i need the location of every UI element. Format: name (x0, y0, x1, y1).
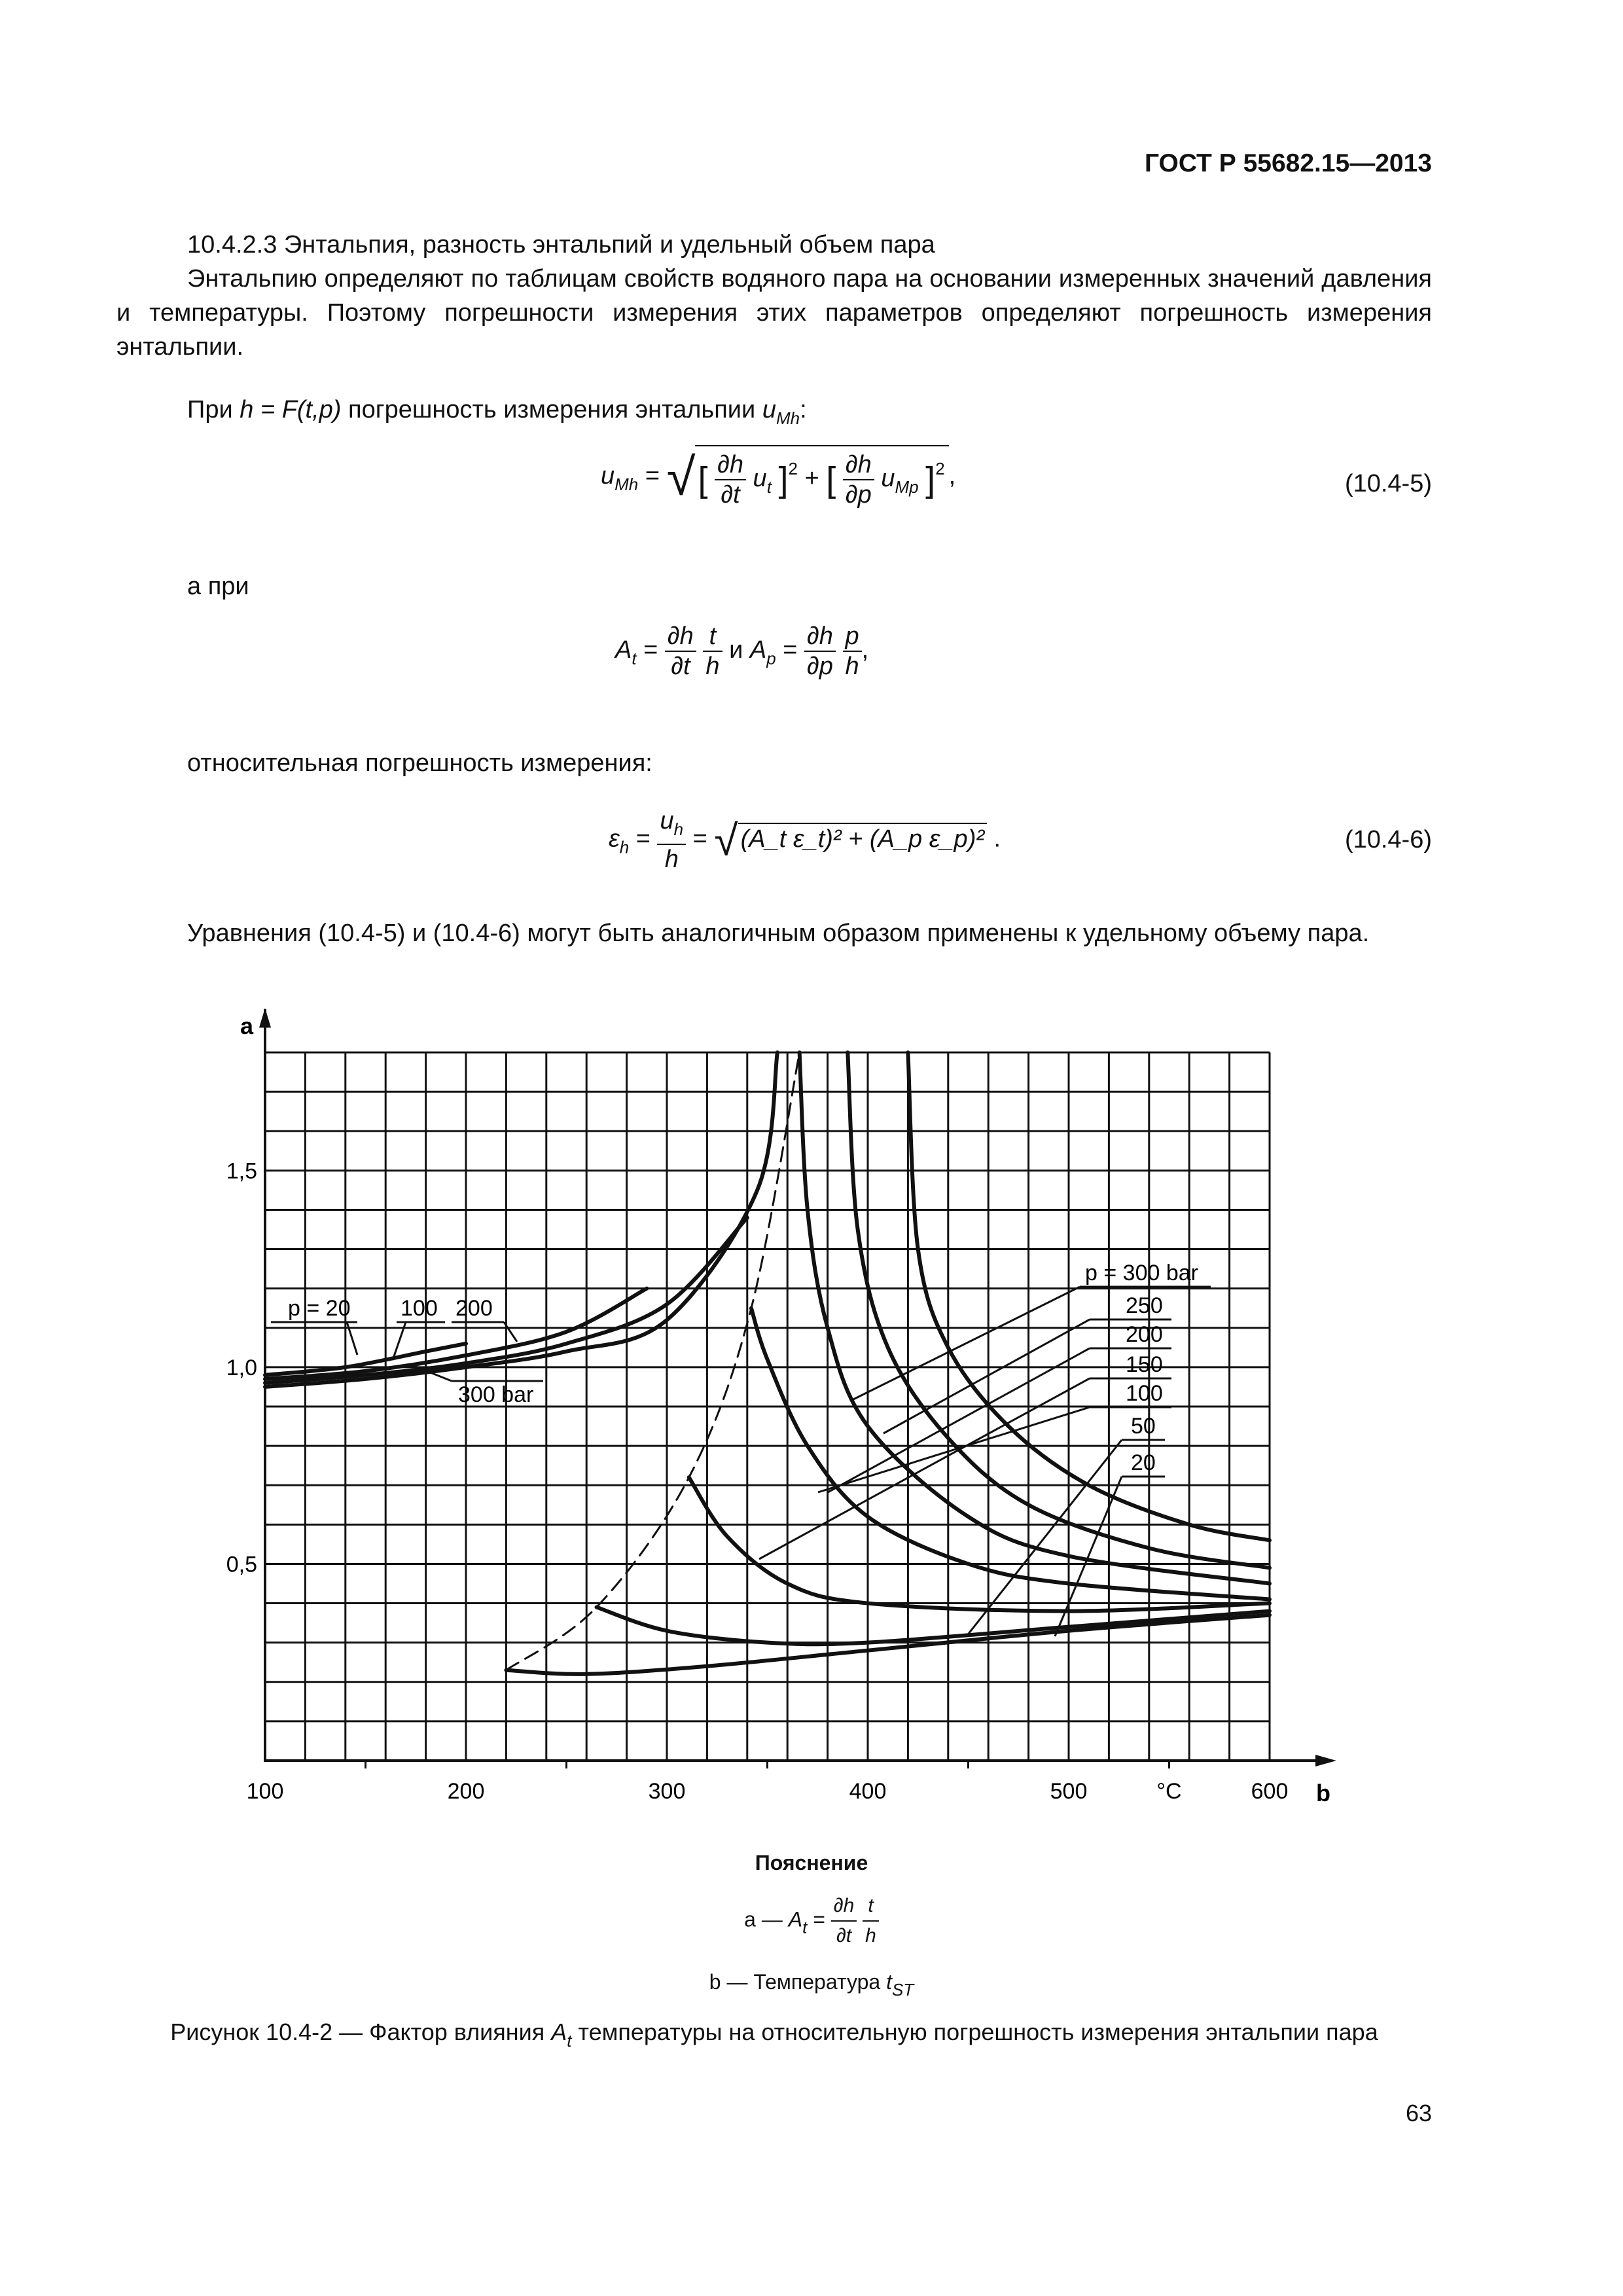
text-prefix: При (187, 396, 233, 423)
symbol-u: u (762, 396, 776, 423)
x-tick-label: 500 (1050, 1779, 1088, 1804)
equation-10-4-6: $\varepsilon_h$ = $\frac{u_h}{h}$ = √ (A_t ε_t)² + (A_p ε_p)² . (609, 807, 1001, 873)
x-unit-label: °C (1156, 1779, 1182, 1804)
curve-steam-20 (506, 1615, 1270, 1674)
label-r-150: 150 (1126, 1352, 1163, 1377)
paragraph-enthalpy: Энтальпию определяют по таблицам свойств водяного пара на основании измеренных значений давления и температуры. Поэтому погрешности измерения этих параметров определяют погрешность измерения энтальпии. (116, 265, 1432, 361)
curve-steam-50 (597, 1607, 1270, 1645)
equation-10-4-5: $u_{Mh}$ = √[ $\frac{\partial h}{\partial t}$ $u_t$ ]$^2$ + [ $\frac{\partial h}{\partial p}$ $u_{Mp}$ ]$^2$ , (601, 445, 955, 509)
label-r-300: p = 300 bar (1085, 1261, 1198, 1285)
figure-caption: Рисунок 10.4-2 — Фактор влияния $A_t$ температуры на относительную погрешность измерения энтальпии пара (170, 2018, 1378, 2051)
legend-title: Пояснение (755, 1851, 868, 1874)
y-axis-arrow (259, 1008, 271, 1028)
y-axis-label: a (240, 1013, 254, 1039)
y-tick-label: 1,0 (226, 1355, 257, 1380)
x-tick-label: 100 (246, 1779, 284, 1804)
legend-b: b — Температура $t_{ST}$ (709, 1970, 914, 2000)
curve-saturation-line (506, 1052, 799, 1670)
label-p-20: p = 20 (288, 1296, 351, 1321)
text-and-when: а при (187, 573, 249, 600)
equation-number-10-4-6: (10.4-6) (1344, 826, 1432, 853)
label-r-50: 50 (1131, 1414, 1156, 1439)
text-error: погрешность измерения энтальпии (348, 396, 756, 423)
enthalpy-factor-chart (196, 995, 1361, 1813)
paragraph-specific-volume: Уравнения (10.4-5) и (10.4-6) могут быть аналогичным образом применены к удельному объему пара. (187, 920, 1370, 947)
label-p-100: 100 (401, 1296, 438, 1321)
x-tick-label: 600 (1251, 1779, 1289, 1804)
label-r-100-leader (818, 1407, 1090, 1492)
curve-steam-100 (689, 1477, 1270, 1611)
label-r-150-leader (759, 1378, 1090, 1559)
label-p-200: 200 (455, 1296, 493, 1321)
y-tick-label: 0,5 (226, 1552, 257, 1577)
text-colon: : (800, 396, 807, 423)
chart-axes (259, 1008, 1336, 1768)
section-title: 10.4.2.3 Энтальпия, разность энтальпий и удельный объем пара (187, 231, 935, 259)
symbol-u-sub: Mh (776, 408, 800, 428)
chart-curves (265, 1052, 1270, 1674)
paragraph-formula-intro (116, 393, 1432, 435)
x-tick-label: 200 (447, 1779, 485, 1804)
document-header: ГОСТ Р 55682.15—2013 (1144, 149, 1432, 177)
formula-h-ftp: h = F(t,p) (240, 396, 342, 423)
equation-at-ap: $A_t$ = $\frac{\partial h}{\partial t}$ $\frac{t}{h}$ и $A_p$ = $\frac{\partial h}{\partial p}$ $\frac{p}{h}$ , (615, 622, 869, 680)
x-tick-label: 400 (849, 1779, 887, 1804)
label-r-250: 250 (1126, 1293, 1163, 1318)
label-r-50-leader (969, 1440, 1122, 1634)
legend-a: а — $A_t$ = $\frac{\partial h}{\partial t}$ $\frac{t}{h}$ (0, 1892, 1623, 1950)
curve-steam-300-bar (908, 1052, 1270, 1540)
equation-number-10-4-5: (10.4-5) (1344, 470, 1432, 497)
y-tick-label: 1,5 (226, 1158, 257, 1184)
x-axis-label: b (1316, 1780, 1330, 1806)
label-r-200: 200 (1126, 1322, 1163, 1347)
curve-steam-200 (800, 1052, 1270, 1584)
label-p-300bar: 300 bar (458, 1382, 534, 1407)
label-r-100: 100 (1126, 1381, 1163, 1406)
page-number: 63 (1405, 2100, 1432, 2126)
curve-liquid-p-300 (265, 1052, 777, 1387)
x-tick-label: 300 (648, 1779, 686, 1804)
label-r-20: 20 (1131, 1450, 1156, 1475)
text-relative-error: относительная погрешность измерения: (187, 749, 652, 777)
x-axis-arrow (1315, 1755, 1336, 1767)
